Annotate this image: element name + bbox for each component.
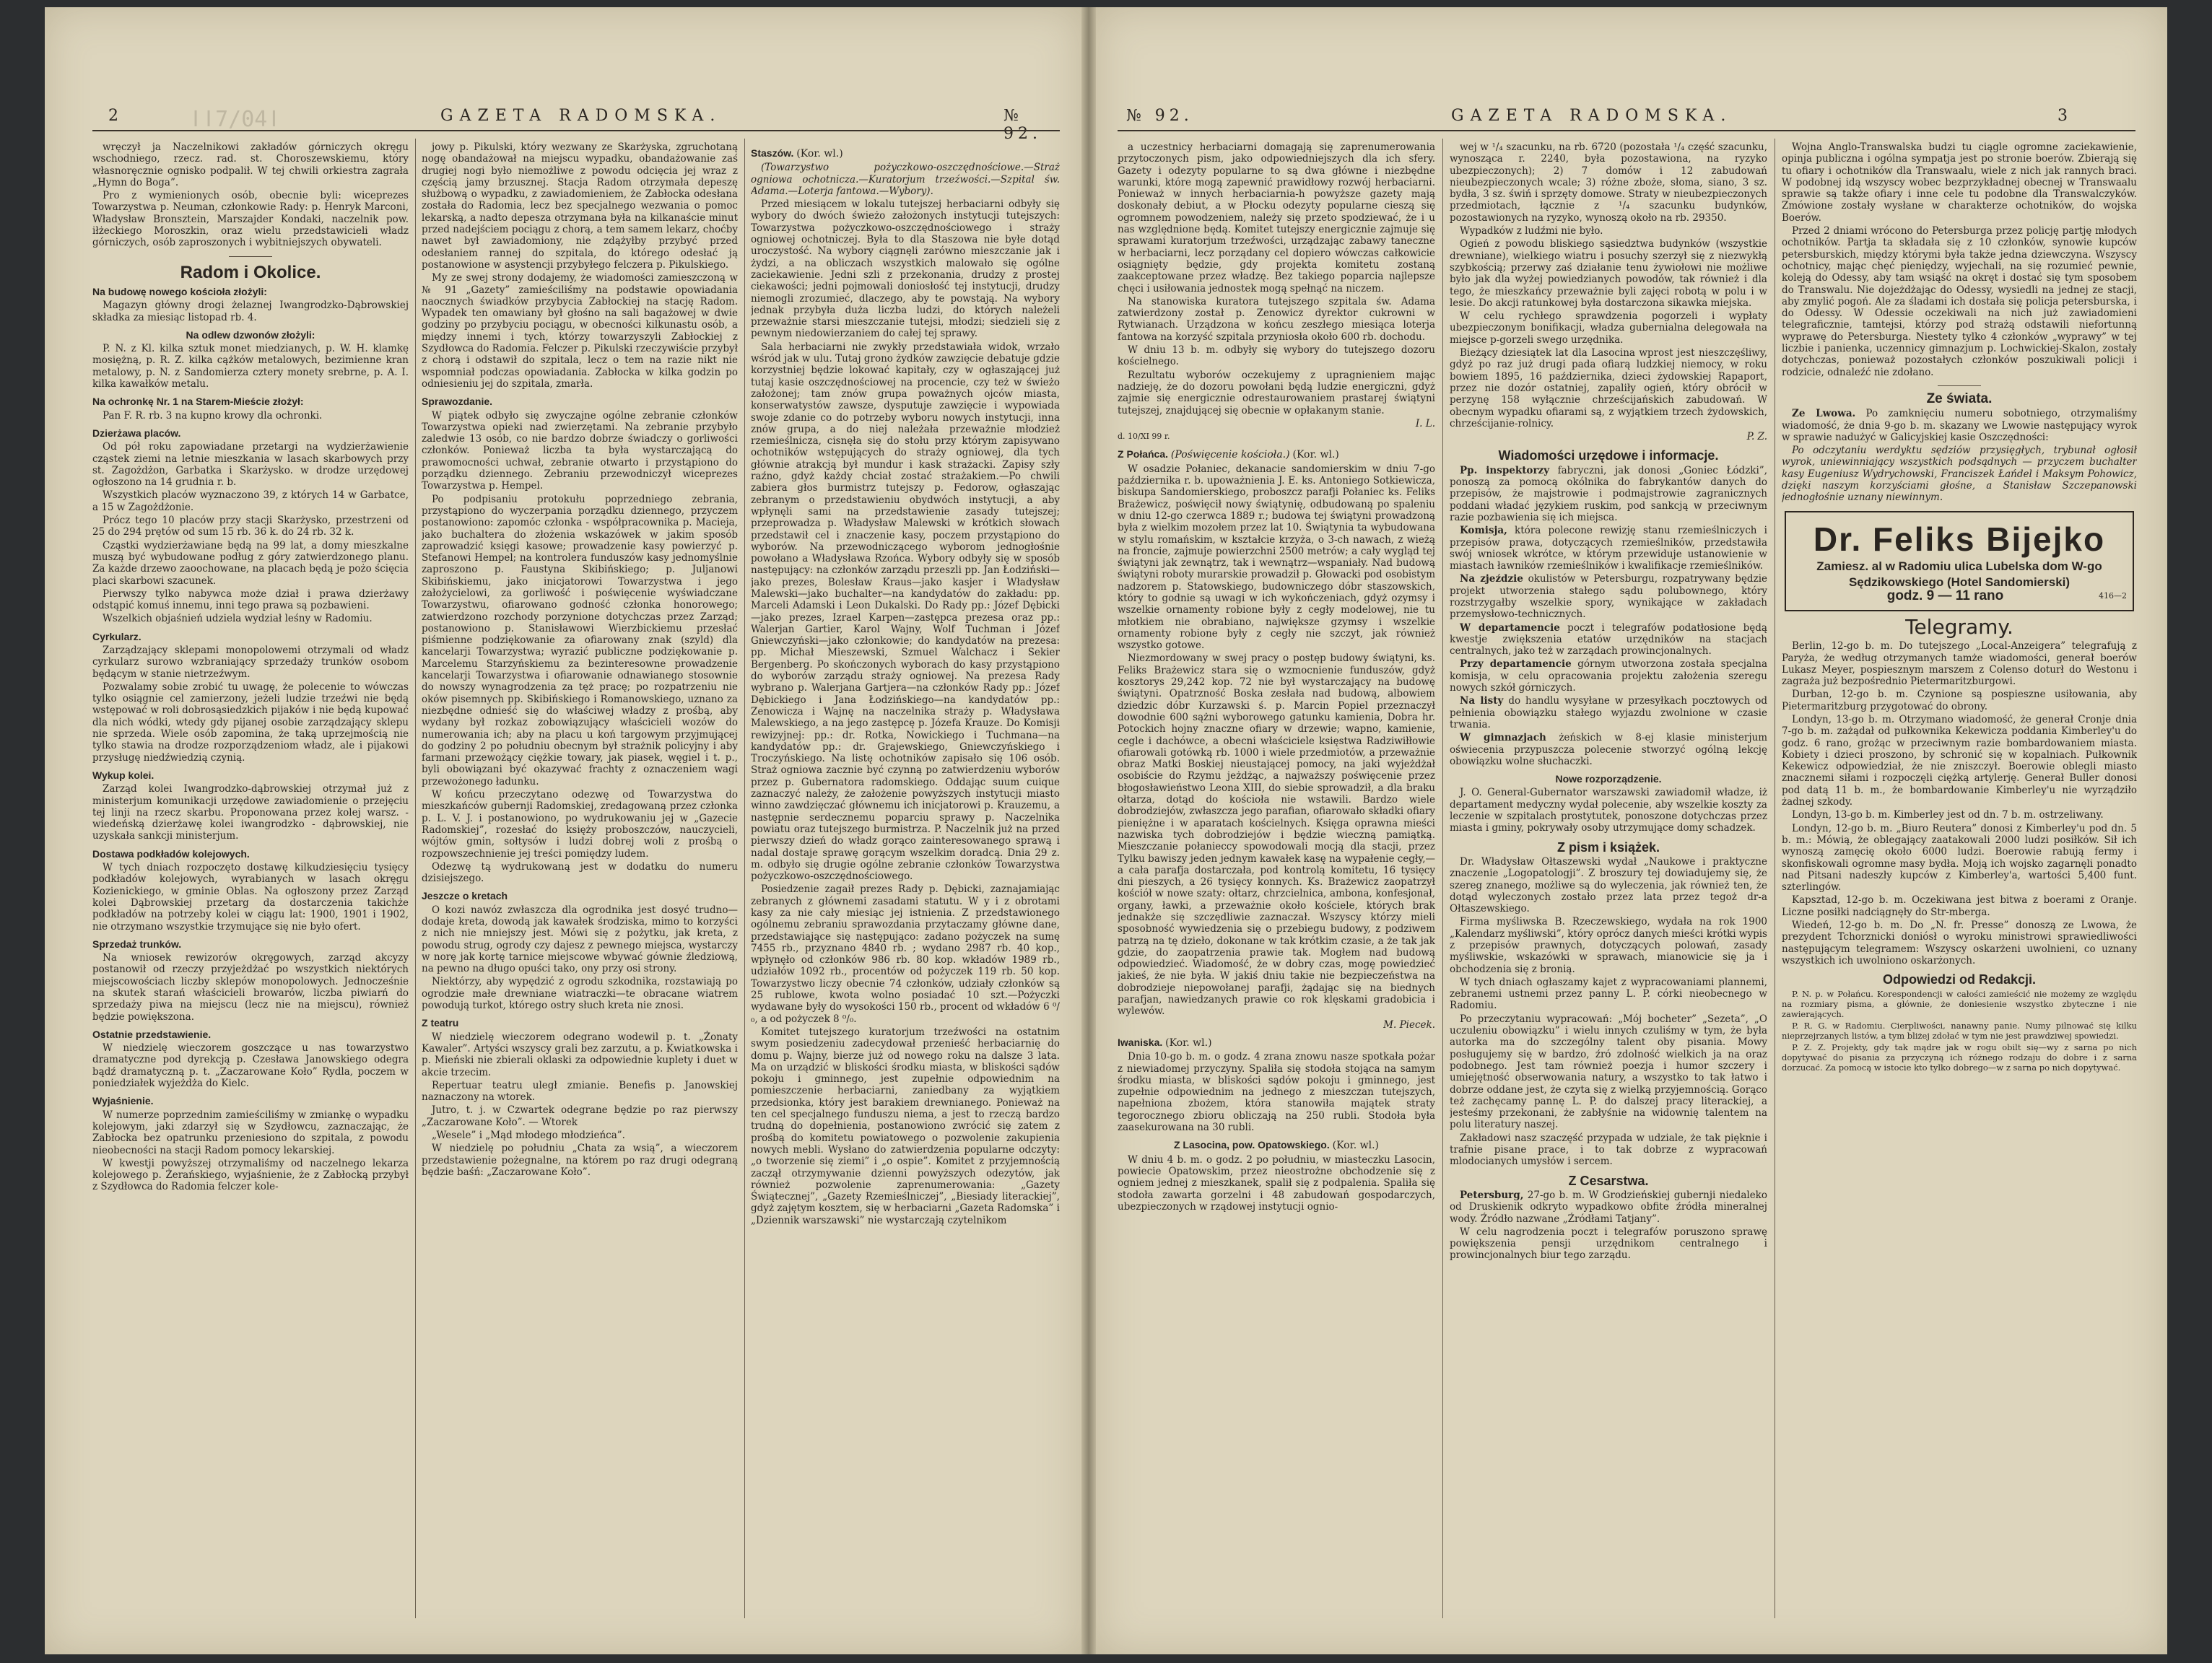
article-text: W końcu przeczytano odezwę od Towarzystwa do mieszkańców gubernji Radomskiej, zredagowaną przez członka p. L. V. J. i postanowiono, po wydrukowaniu jej w „Gazecie Radomskiej”, rozesłać do księży proboszczów, nauczycieli, wójtów gmin, sołtysów i ludzi dobrej woli z prośbą o rozpowszechnienie jej treści pomiędzy ludem. <box>422 789 738 860</box>
article-heading <box>1118 1036 1435 1049</box>
article-text: W piątek odbyło się zwyczajne ogólne zebranie członków Towarzystwa opieki nad zwierzętami. Na zebranie przybyło zaledwie 13 osób, co nie bardzo dobrze świadczy o gorliwości członków. Ponieważ liczba ta była wystarczającą do prawomocności uchwał, zebranie otwarto i przystąpiono do porządku dziennego. Zebraniu przewodniczył wiceprezes Towarzystwa p. Hempel. <box>422 409 738 492</box>
article-text: Dr. Władysław Ołtaszewski wydał „Naukowe i praktyczne znaczenie „Logopatologji”. Z broszury tej dowiadujemy się, że szereg znanego, możliwe są do wyleczenia, jak również ten, że dotąd wyleczonych zostało przez lata przez tegoż dr-a Ołtaszewskiego. <box>1450 855 1767 915</box>
article-text: Magazyn główny drogi żelaznej Iwangrodzko-Dąbrowskiej składka za miesiąc listopad rb. 4. <box>92 300 409 323</box>
article-heading: Na odlew dzwonów złożyli: <box>186 328 315 341</box>
article-heading-place: Iwaniska. <box>1118 1036 1163 1048</box>
left-column-2 <box>422 141 738 1614</box>
article-text: Komitet tutejszego kuratorjum trzeźwości na ostatnim swym posiedzeniu zadecydował przenieść herbaciarnię do domu p. Wajny, bierze już od nowego roku na dalsze 3 lata. Ma on urządzić w bliskości środku miasta, w bliskości sądów pokoju i gminnego, jest zupełnie odpowiednim na pomieszczenie herbaciarni, zaniedbany za wyjątkiem przedsionka, który jest barakiem drewnianego. Ponieważ na ten cel specjalnego funduszu niema, a jest to rzeczą bardzo trudną do dopełnienia, postanowiono zwrócić się zatem z prośbą do komitetu powiatowego o pozwolenie zakupienia nowych mebli. Wysłano do zatwierdzenia popularne odczyty: „o tworzenie się ziemi” i „o ospie”. Komitet z przyjemnością zaczął otrzymywanie dzienni powyższych odezytów, jak również pozwolenie zaprenumerowania: „Gazety Świątecznej”, „Gazety Rzemieślniczej”, „Biesiady literackiej”, gdyż zajętym kosztem, się w herbaciarni „Gazeta Radomska” i „Dziennik warszawski” nie wystarczają czytelnikom <box>751 1026 1060 1226</box>
ad-doctor-name: Dr. Feliks Bijejko <box>1813 520 2106 558</box>
article-heading-tag: (Kor. wl.) <box>1292 449 1339 461</box>
inline-heading: W gimnazjach <box>1460 732 1546 744</box>
article-text: Bieżący dziesiątek lat dla Lasocina wprost jest nieszczęśliwy, gdyż po raz już drugi pada ofiarą ludzkiej niemocy, w roku bowiem 1895, 16 października, dzieci żydowskiej Rapaport, przez nie dozór ostatniej, zapaliły ogień, który obrócił w perzynę 158 wyłącznie chrześcijańskich zabudowań. W obecnym wypadku ofiarami są, z wyjątkiem trzech żydowskich, chrześcijanie-rolnicy. <box>1450 347 1767 429</box>
article-text: W niedzielę wieczorem goszczące u nas towarzystwo dramatyczne pod dyrekcją p. Czesława Janowskiego odegra bądź dramatyczną p. t. „Zaczarowane Koło” Rydla, poczem w poniedziałek wyjeżdża do Kielc. <box>92 1042 409 1090</box>
ad-hours-row <box>1792 590 2127 603</box>
article-text: W celu rychłego sprawdzenia pogorzeli i wypłaty ubezpieczonym bonifikacji, władza gubernialna delegowała na miejsce p-gorzeli swego urzędnika. <box>1450 310 1767 346</box>
article-heading: Sprzedaż trunków. <box>92 938 182 950</box>
ad-hours: godz. 9 — 11 rano <box>1886 588 2004 603</box>
article-text: W niedzielę po południu „Chata za wsią”, a wieczorem przedstawienie pożegnalne, na którem po raz drugi odegraną będzie baśń: „Zaczarowane Koło”. <box>422 1143 738 1178</box>
article-text: My ze swej strony dodajemy, że wiadomości zamieszczoną w № 91 „Gazety” zamieściliśmy na podstawie opowiadania naocznych świadków przybycia Zabłockiej na stację Radom. Wypadek ten omawiany był głośno na sali bagażowej w dwie godziny po przybyciu pociągu, w obecności kilkunastu osób, a między innemi i tych, którzy towarzyszyli Zabłockiej z Szydłowca do Radomia. Felczer p. Pikulski rzeczywiście przybył z chorą i odstawił do szpitala, lecz o tem na razie nikt nie wspomniał podczas opowiadania. Zabłocka w kilka godzin po odniesieniu jej do szpitala, zmarła. <box>422 272 738 390</box>
inline-heading: W departamencie <box>1460 621 1560 634</box>
article-text: wręczył ja Naczelnikowi zakładów górniczych okręgu wschodniego, rzecz. rad. st. Choroszewskiemu, który własnoręcznie ognisko podpalił. W tej chwili orkiestra zagrała „Hymn do Boga”. <box>92 141 409 188</box>
article-heading-tag: (Kor. wl.) <box>1332 1140 1380 1152</box>
article-heading: Nowe rozporządzenie. <box>1555 773 1662 785</box>
column-rule <box>1442 139 1443 1618</box>
article-text: W niedzielę wieczorem odegrano wodewil p. t. „Żonaty Kawaler”. Artyści wszyscy grali bez zarzutu, a p. Kwiatkowska i p. Mieński nie zbierali oklaski za odpowiednie kuplety i duet w akcie trzecim. <box>422 1031 738 1078</box>
article-text: 27-go b. m. W Grodzieńskiej gubernji niedaleko od Druskienik odkryto wypadkowo obfite źródła mineralnej wody. Źródło nazwane „Źródłami Tatjany”. <box>1450 1189 1767 1225</box>
article-text: jowy p. Pikulski, który wezwany ze Skarżyska, zgruchotaną nogę obandażował na miejscu wypadku, obandażowanie zaś drugiej nogi było niemożliwe z powodu odcięcia jej wraz z częścią jamy brzusznej. Stacja Radom otrzymała depeszę służbową o wypadku, z zawiadomieniem, że Zabłocka odesłana została do Radomia, lecz bez specjalnego wezwania o pomoc lekarską, a nadto depesza otrzymana była na kilkanaście minut przed nadejściem pociągu z chorą, a tem samem lekarz, choćby nawet był zawiadomiony, nie zdążyłby przybyć przed odesłaniem rannej do szpitala, do którego odesłać ją postanowione w asystencji przybyłego felczera p. Pikulskiego. <box>422 141 738 271</box>
article-text: Na wniosek rewizorów okręgowych, zarząd akcyzy postanowił od rzeczy przyjeżdżać po wszystkich niektórych miejscowościach liczby sklepów monopolowych. Jednocześnie na skutek starań właścicieli browarów, liczba piwiarń do sprzedaży piwa na miejscu (lecz nie na miejscu), również będzie powiększona. <box>92 952 409 1023</box>
editor-reply: P. Z. Z. Projekty, gdy tak mądre jak w rogu obilt się—wy z sarna po nich dopytywać do pisania za przyczyną ich różnego rodzaju do dobre i z sarna dorzucać. Za pomocą w istocie kto tylko dobrego—w z sarna po nich dopytywać. <box>1782 1042 2137 1073</box>
telegram-text: Wiedeń, 12-go b. m. Do „N. fr. Presse” donoszą ze Lwowa, że prezydent Tchorznicki doniósł o wyroku ministrowi sprawiedliwości następującym telegramem: Wszyscy oskarżeni uwolnieni, co uznany wszystkich ich uwolniono oskarżonych. <box>1782 920 2137 966</box>
page-gutter <box>1081 7 1096 1654</box>
article-text: Pozwalamy sobie zrobić tu uwagę, że polecenie to wówczas tylko osiągnie cel zamierzony, jeżeli ludzie trzeźwi nie będą wstępować w roli dobrosąsiedzkich pijaków i nie będą kupować dla nich wódki, wtedy gdy pijanej osobie zarządzający sklepu nie sprzeda. Wiele osób zapomina, że taką uprzejmością nie tylko stawia na drodze rozporządzeniom władz, ale i pijakowi przysługę niedźwiedzią czynią. <box>92 681 409 764</box>
inline-heading: Na listy <box>1460 695 1504 707</box>
article-heading: Jeszcze o kretach <box>422 890 508 902</box>
section-heading: Odpowiedzi od Redakcji. <box>1882 972 2037 987</box>
article-text: Po przeczytaniu wypracowań: „Mój bocheter” „Sezeta”, „O uczuleniu obowiązku” i wielu innych czuliśmy w tym, że była autorka ma do szczególny talent oby pisania. Mowy posługujemy się w bardzo, źró zdolność wielkich ja na oraz podobnego. Jest tam również poezja i humor szczery i umiejętność obserwowania natury, a wszystko to tak łatwo i dobrze oddane jest, że czyta się z wielką przyjemnością. Gorąco też zachęcamy pannę L. P. do dalszej pracy literackiej, a jesteśmy przekonani, że zabłyśnie na widownię talentem na polu literatury naszej. <box>1450 1013 1767 1131</box>
column-rule <box>415 139 416 1618</box>
article-text: Przed miesiącem w lokalu tutejszej herbaciarni odbyły się wybory do dwóch świeżo założonych instytucji tutejszych: Towarzystwa pożyczkowo-oszczędnościowego i straży ogniowej ochotniczej. Była to dla Staszowa nie byłe dotąd uroczystość. Na wybory ciągnęli zarówno mieszczanie jak i żydzi, a na obliczach wszystkich malowało się ogólne zaciekawienie. Jedni szli z przekonania, drudzy z prostej ciekawości; jedni pojmowali doniosłość tej instytucji, drudzy niemogli zrozumieć, dlaczego, aby te powstają. Na wybory jednak przybyła duża liczba ludzi, do których należeli przeważnie starsi mieszczanie tutejsi, młodzi; siedzieli się z pewnym niedowierzaniem do całej tej sprawy. <box>751 198 1060 340</box>
article-text: Dnia 10-go b. m. o godz. 4 zrana znowu nasze spotkała pożar z niewiadomej przyczyny. Spaliła się stodoła stojąca na samym środku miasta, w bliskości sądów pokoju i gminnego, jest zupełnie odpowiednim na jednego z mieszczan tutejszych, napełniona zbożem, która stanowiła majątek straty tegorocznego zbioru obliczają na 250 rubli. Stodoła była zaasekurowana na 30 rubli. <box>1118 1051 1435 1134</box>
article-text: Na stanowiska kuratora tutejszego szpitala św. Adama zatwierdzony został p. Zenowicz dyrektor cukrowni w Rytwianach. Urządzona w końcu zeszłego miesiąca loterja fantowa na korzyść szpitala przyniosła około 600 rb. dochodu. <box>1118 295 1435 343</box>
article-heading: Na ochronkę Nr. 1 na Starem-Mieście złożył: <box>92 396 304 408</box>
article-text: Po odczytaniu werdyktu sędziów przysięgłych, trybunał ogłosił wyrok, uniewinniający wszystkich podsądnych — przyczem buchalter kasy Eugeniusz Wydrychowski, Franciszek Łańdel i Maksym Pohowicz, dzięki naszym korzyściami głośne, a Stanisław Szczepanowski jednogłośnie uznany niewinnym. <box>1782 445 2137 504</box>
inline-heading: Na zjeździe <box>1460 573 1523 585</box>
article-heading-place: Z Połańca. <box>1118 448 1169 461</box>
article-text: Od pół roku zapowiadane przetargi na wydzierżawienie cząstek ziemi na letnie mieszkania w lasach skarbowych przy st. Zagożdżon, Garbatka i Skarżysko. w drodze urzędowej ogłoszono na 14 grudnia r. b. <box>92 441 409 489</box>
telegram-text: Berlin, 12-go b. m. Do tutejszego „Local-Anzeigera” telegrafują z Paryża, że według otrzymanych tamże wiadomości, generał boerów Lukasz Meyer, pospiesznym marszem z Colenso doturł do Westonu i zagraża już bezpośrednio Pietermaritzburgowi. <box>1782 640 2137 688</box>
issue-number: № 92. <box>1003 107 1042 143</box>
article-text: Przed 2 dniami wrócono do Petersburga przez policję partję młodych ochotników. Partja ta składała się z 10 członków, synowie kupców petersburskich, między którymi była także jedna dziewczyna. Wszyscy ochotnicy, mając chęć pieniędzy, wyjechali, na się rozumieć pewnie, koleją do Odessy, aby tam wsiąść na okręt i dostać się tym sposobem do Transwalu. Nie dojeżdżając do Odessy, wysiedli na jednej ze stacji, aby zmylić pogoń. Ale za śladami ich dostała się policja petersburska, i do Odessy. W Odessie oczekiwali na nich już zawiadomieni telegraficznie, tamtejsi, którzy pod strażą odstawili niefortunną wyprawę do Petersburga. Niestety tylko 4 członków „wyprawy” w tej liczbie i panienka, uczennicy gimnazjum p. Lochwickiej-Skalon, zostały dotychczas, ponieważ pozostałych członków poszukiwali policji i rodzicie, odnaleźć nie zdołano. <box>1782 225 2137 378</box>
article-text: Sala herbaciarni nie zwykły przedstawiała widok, wrzało wśród jak w ulu. Tutaj grono żydków zawzięcie debatuje gdzie korzystniej będzie lokować kapitały, czy w ogłaszającej już tutaj kasie oszczędnościowej na procencie, czy też w świeżo założonej; tam znów grupa poważnych ojców miasta, konserwatystów zawsze, dysputuje zawzięcie i wypowiada swoje zdanie co do potrzeby wyboru nowych instytucji, inna znów grupa, a do niej należała przeważnie młodzież rzemieślnicza, cisnęła się do stołu przy którym zapisywano ochotników wstępujących do straży ogniowej, dla tych głównie atrakcją był mundur i kask strażacki. Zapisy szły raźno, gdyż każdy chciał zostać strażakiem.—Po chwili zabiera głos burmistrz tutejszy p. Fedorow, ogłaszając zebranym o przedstawieniu obydwóch instytucji, a aby wpłynęli sami na przedstawienie zasady tutejszej; przeprowadza p. Władysław Malewski w krótkich słowach przedstawił cel i znaczenie kasy, poczem przystąpiono do wyborów. Na przewodniczącego wyborom jednogłośnie powołano a Władysława Rzońca. Wybory odbyły się w sposób następujący: na członków zarządu przeszli pp. Jan Łodziński—jako prezes, Bolesław Kraus—jako kasjer i Władysław Malewski—jako buchalter—na kandydatów do zakładu: pp. Marceli Adamski i Leon Dukalski. Do Rady pp.: Józef Dębicki—jako prezes, Izrael Karpen—zastępca prezesa oraz pp.: Walerjan Gartier, Karol Wajny, Wolf Tuchman i Józef Gniewczyński—jako członkowie; do kandydatów na prezesa: pp. Michał Mieszewski, Szmuel Walchacz i Sekier Bergenberg. Po skończonych wyborach do kasy przystąpiono do wyborów zarządu straży ogniowej. Na prezesa Rady wybrano p. Walerjana Gartjera—na członków Rady pp.: Józef Dębickiego i Jana Łodzińskiego—na kandydatów pp.: Zenowicza i Wajnę na naczelnika straży p. Władysława Malewskiego, a na jego zastępcę p. Józefa Krauze. Do Komisji rewizyjnej: pp.: dr. Rotka, Nowickiego i Tuchmana—na kandydatów pp.: dr. Grajewskiego, Gniewczyńskiego i Troczyńskiego. Na listę ochotników zapisało się 106 osób. Straż ogniowa zacznie być czynną po zatwierdzeniu wyborów przez p. Gubernatora radomskiego. Oddając suum cuique zaznaczyć należy, że założenie powyższych instytucji miasto winno zawdzięczać głównemu ich inicjatorowi p. Krauzemu, a następnie serdecznemu poparciu sprawy p. Naczelnika powiatu oraz tutejszego burmistrza. P. Naczelnik już na przed pierwszy dzień do władz gorąco zainteresowanego sprawą i nadal dostaje sprawę gorącym wszelkim doradcą. Dnia 29 z. m. odbyło się drugie ogólne zebranie członków Towarzystwa pożyczkowo-oszczędnościowego. <box>751 341 1060 883</box>
article-heading <box>751 147 1060 160</box>
inline-heading: Ze Lwowa. <box>1792 408 1856 420</box>
telegram-text: Durban, 12-go b. m. Czynione są pospieszne usiłowania, aby Pietermaritzburg przygotować do obrony. <box>1782 689 2137 712</box>
right-page-header <box>1126 107 2151 130</box>
page-number: 2 <box>108 107 123 125</box>
inline-heading: Petersburg, <box>1460 1189 1524 1201</box>
article-text: W celu nagrodzenia poczt i telegrafów poruszono sprawę powiększenia pensji urzędnikom centralnego i prowincjonalnych biur tego zarządu. <box>1450 1226 1767 1262</box>
article-text: Wszystkich placów wyznaczono 39, z których 14 w Garbatce, a 15 w Zagożdżonie. <box>92 489 409 513</box>
article-text: Zarządzający sklepami monopolowemi otrzymali od władz cyrkularz surowo wzbraniający sprzedaży trunków osobom będącym w stanie nietrzeźwym. <box>92 644 409 680</box>
editor-reply: P. N. p. w Połańcu. Korespondencji w całości zamieścić nie możemy ze względu na rozmiary pisma, a głównie, że doniesienie wszystko zbyteczne i nie zawierających. <box>1782 988 2137 1019</box>
left-page-header <box>108 107 1061 143</box>
article-heading: Cyrkularz. <box>92 630 141 642</box>
separator <box>229 256 272 257</box>
article-text: W numerze poprzednim zamieściliśmy w zmiankę o wypadku kolejowym, jaki zdarzył się w Szydłowcu, zaznaczając, że Zabłocka bez opatrunku przeniesiono do szpitala, z powodu nieobecności na stacji Radom pomocy lekarskiej. <box>92 1109 409 1156</box>
article-text: W tych dniach ogłaszamy kajet z wypracowaniami plannemi, zebranemi ustnemi przez panny L. P. córki nieobecnego w Radomiu. <box>1450 976 1767 1012</box>
article-text: W osadzie Połaniec, dekanacie sandomierskim w dniu 7-go października r. b. upoważnienia J. E. ks. Antoniego Sotkiewicza, biskupa Sandomierskiego, proboszcz parafji Połaniec ks. Feliks Brażewicz, poświęcił nowy świątynię, odbudowaną po spaleniu w dniu 12-go czerwca 1889 r.; budowa tej świątyni prowadzoną była z wielkim mozołem przez lat 10. Świątynia ta wybudowana w stylu romańskim, w kształcie krzyża, o 3-ch nawach, z wieżą na froncie, zajmuje powierzchni 2500 metrów; a cały wygląd tej świątyni jak zewnątrz, tak i wewnątrz—wspaniały. Nad budową świątyni roboty murarskie prowadził p. Głowacki pod osobistym nadzorem p. Statowskiego, budowniczego dóbr staszowskich, który to godnie są uwagi w ich wykończeniach, gdyż ozymsy i wszelkie ornamenty robione były z cegły modelowej, nie tu młotkiem nie obrabiano, największe gzymsy i wszelkie ornamenty robione były z cegły nie szczyt, jak również wszystko gotowe. <box>1118 463 1435 652</box>
article-date: d. 10/XI 99 r. <box>1118 432 1170 442</box>
article-text: Pierwszy tylko nabywca może dział i prawa dzierżawy odstąpić komuś innemu, inni tego prawa są pozbawieni. <box>92 588 409 612</box>
right-column-2 <box>1450 141 1767 1614</box>
article-text: Zakładowi nasz szaczęść przypada w udziale, że tak pięknie i trafnie pisane prace, i to tak dobrze z wypracowań mlodocianych umysłów i sercem. <box>1450 1132 1767 1168</box>
telegram-text: Londyn, 12-go b. m. „Biuro Reutera” donosi z Kimberley'u pod dn. 5 b. m.: Mówią, że oblegający zaatakowali 2000 ludzi posiłków. Sił ich wynoszą zamęcię około 6000 ludzi. Boerowie rabują fermy i skonfiskowali ogromne masy bydła. Moją ich wojsko zagarnęli ponadto nad Pitsani nadeszły kupców z Kimberley'a, wartości 5,400 funt. szterlingów. <box>1782 822 2137 894</box>
article-text: W dniu 4 b. m. o godz. 2 po południu, w miasteczku Lasocin, powiecie Opatowskim, przez nieostrożne obchodzenie się z ogniem jednej z mieszkanek, spalił się z podpalenia. Spaliła się stodoła zawarta gorzelni i 48 zabudowań gospodarczych, ubezpieczonych w rządowej instytucji ognio- <box>1118 1153 1435 1213</box>
article-text: Po zamknięciu numeru sobotniego, otrzymaliśmy wiadomość, że dnia 9-go b. m. skazany we Lwowie następujący wyrok w sprawie nadużyć w Galicyjskiej kasie Oszczędności: <box>1782 408 2137 443</box>
article-heading-tag: (Kor. wl.) <box>1165 1036 1212 1049</box>
inline-heading: Pp. inspektorzy <box>1460 464 1550 476</box>
article-heading: Dzierżawa placów. <box>92 427 181 439</box>
article-text: Pan F. R. rb. 3 na kupno krowy dla ochronki. <box>103 409 323 422</box>
issue-number: № 92. <box>1126 107 1193 125</box>
section-title: Radom i Okolice. <box>180 262 321 282</box>
page-stamp: ǀǀ7/04ǀ <box>189 107 281 132</box>
left-column-3 <box>751 141 1060 1614</box>
article-text: do handlu wysyłane w przesyłkach pocztowych od pełnienia obowiązku stałego wyjazdu zwolnione w czasie trwania. <box>1450 695 1767 730</box>
article-text: poczt i telegrafów podatłosione będą kwestje zwiększenia etatów urzędników na stacjach centralnych, jako też w zarządach prowincjonalnych. <box>1450 621 1767 658</box>
article-heading: Na budowę nowego kościoła złożyli: <box>92 285 267 297</box>
article-text: Wszelkich objaśnień udziela wydział leśny w Radomiu. <box>103 613 373 625</box>
right-column-1 <box>1118 141 1435 1614</box>
left-column-1 <box>92 141 409 1614</box>
telegram-text: Kapsztad, 12-go b. m. Oczekiwana jest bitwa z boerami z Oranje. Liczne posiłki nadciągnęły do Str-mberga. <box>1782 894 2137 918</box>
page-number: 3 <box>2058 107 2072 125</box>
right-column-3 <box>1782 141 2137 1614</box>
ad-address: Zamiesz. al w Radomiu ulica Lubelska dom W-go Sędzikowskiego (Hotel Sandomierski) <box>1816 559 2102 589</box>
section-heading: Wiadomości urzędowe i informacje. <box>1498 448 1719 463</box>
article-text: Posiedzenie zagaił prezes Rady p. Dębicki, zaznajamiając zebranych z głównemi zasadami statutu. W y i z obrotami kasy za nie cały miesiąc jej istnienia. Z przedstawionego ogólnemu zebraniu sprawozdania przytaczamy główne dane, przedstawiające się następująco: zadano pożyczek na sumę 7455 rb., przyznano 4840 rb. ; wydano 2987 rb. 40 kop., wpłynęło od członków 986 rb. 80 kop. wkładów 1989 rb., udziałów 1092 rb., procentów od pożyczek 119 rb. 50 kop. Towarzystwo liczy obecnie 74 członków, udziały członków są 25 rublowe, kwota wolno posiadać 10 szt.—Pożyczki wydawane były do wysokości 150 rb., procent od wkładów 6 ⁰/₀, a od pożyczek 8 ⁰/₀. <box>751 883 1060 1025</box>
article-heading <box>1118 1139 1435 1151</box>
editor-reply: P. R. G. w Radomiu. Cierpliwości, nanawny panie. Numy pilnować się kilku nieprzejrzanych listów, a tym bliżej zdołać w tym nie jest prawdziwej spowiedzi. <box>1782 1020 2137 1041</box>
article-text: W dniu 13 b. m. odbyły się wybory do tutejszego dozoru kościelnego. <box>1118 344 1435 368</box>
article-heading: Z teatru <box>422 1017 459 1029</box>
inline-heading: Komisja, <box>1460 525 1507 537</box>
inline-heading: Przy departamencie <box>1460 658 1572 671</box>
article-text: Ogień z powodu bliskiego sąsiedztwa budynków (wszystkie drewniane), wielkiego wiatru i posuchy szerzył się z niezwykłą szybkością; przerwy zaś działanie tenu żywiołowi nie możliwe było jak dla wyżej powiedzianych powodów, tak również i dla tego, że mieszkańcy przeważnie byli zajęci robotą w polu i w lesie. Do akcji ratunkowej była dostarczona sikawka miejska. <box>1450 238 1767 309</box>
header-rule <box>92 130 1060 131</box>
article-text: W kwestji powyższej otrzymaliśmy od naczelnego lekarza kolejowego p. Żerańskiego, wyjaśnienie, że z Zabłocką przybył z Szydłowca do Radomia felczer kole- <box>92 1157 409 1193</box>
article-heading-place: Z Lasocina, pow. Opatowskiego. <box>1173 1139 1330 1151</box>
author-signature: I. L. <box>1415 417 1435 429</box>
author-signature: P. Z. <box>1746 431 1767 443</box>
article-text: Niektórzy, aby wypędzić z ogrodu szkodnika, rozstawiają po ogrodzie małe drewniane wiatraczki—te obracane wiatrem powodują turkot, którego ostry słuch kreta nie znosi. <box>422 976 738 1012</box>
article-heading: Sprawozdanie. <box>422 396 493 408</box>
article-text: „Wesele” i „Mąd młodego młodzieńca”. <box>432 1130 625 1142</box>
article-heading-place: Staszów. <box>751 147 794 159</box>
article-text: Pro z wymienionych osób, obecnie byli: wiceprezes Towarzystwa p. Neuman, członkowie Rady: p. Henryk Marconi, Władysław Bronsztein, Marszajder Kondaki, naczelnik pow. iłżeckiego Moroszkin, oraz wielu przedstawicieli władz górniczych, osób zaproszonych i wybitniejszych obywateli. <box>92 190 409 249</box>
separator <box>1938 385 1981 386</box>
article-text: fabryczni, jak donosi „Goniec Łódzki”, ponoszą za pomocą okólnika do fabrykantów danych do przepisów, że majstrowie i podmajstrowie zagranicznych poddani władać językiem ruskim, pod sankcją w przeciwnym razie pozbawienia się ich miejsca. <box>1450 464 1767 523</box>
article-heading <box>1118 448 1435 461</box>
article-text: Rezultatu wyborów oczekujemy z upragnieniem mając nadzieję, że do dozoru powołani będą ludzie energiczni, gdyż zajmie się energicznie odrestaurowaniem prastarej świątyni tutejszej, znajdującej się obecnie w opłakanym stanie. <box>1118 369 1435 416</box>
column-rule <box>744 139 745 1618</box>
article-heading-tag: (Kor. wl.) <box>796 148 843 160</box>
telegrams-heading: Telegramy. <box>1905 614 2013 639</box>
article-text: O kozi nawóz zwłaszcza dla ogrodnika jest dosyć trudno—dodaje kreta, dowodą jak kawałek środziska, mimo to korzyści z nich nie mniejszy jest. Mówi się z pożytku, jak kreta, z powodu strug, ogrody czy dajesz z pewnego miejsca, wystarczy w norę jak kortę tarnice miejscowe wbywać gównie źledziową, na pewno na długo opuści tako, ony przy osi strony. <box>422 904 738 975</box>
masthead-title: GAZETA RADOMSKA. <box>440 107 722 125</box>
article-text: Jutro, t. j. w Czwartek odegrane będzie po raz pierwszy „Zaczarowane Koło”. — Wtorek <box>422 1104 738 1128</box>
article-text: Zarząd kolei Iwangrodzko-dąbrowskiej otrzymał już z ministerjum komunikacji urzędowe zawiadomienie o przejęciu tej linji na rzecz skarbu. Proponowana przez kolej warsz. - wiedeńską dzierżawę kolei iwangrodzko - dąbrowskiej, nie uzyskała sankcji ministerjum. <box>92 783 409 842</box>
article-text: Firma myśliwska B. Rzeczewskiego, wydała na rok 1900 „Kalendarz myśliwski”, który oprócz danych mieści krótki wypis z przepisów prawnych, dotyczących polowań, zasady myśliwskie, wskazówki w sprawach, mianowicie się ja i obchodzenia się z bronią. <box>1450 916 1767 975</box>
article-heading: Dostawa podkładów kolejowych. <box>92 847 250 860</box>
article-text: Wypadków z ludźmi nie było. <box>1460 225 1603 237</box>
article-heading: Ostatnie przedstawienie. <box>92 1028 212 1040</box>
article-text: Repertuar teatru uległ zmianie. Benefis p. Janowskiej naznaczony na wtorek. <box>422 1079 738 1104</box>
doctor-advertisement <box>1785 511 2134 611</box>
article-text: która polecone rewizję stanu rzemieślniczych i przepisów prawa, dotyczących rzemieślników, przedstawiła swój wniosek wkrótce, w którym przewiduje ustanowienie w miastach ławników rzemieślników i kwalifikacje rzemieślników. <box>1450 525 1767 572</box>
article-text: P. N. z Kl. kilka sztuk monet miedzianych, p. W. H. klamkę mosiężną, p. R. Z. kilka cążków metalowych, bezimienne kran metalowy, p. N. z Sandomierza cztery monety srebrne, p. A. I. kilka kawałków metalu. <box>92 343 409 390</box>
telegram-text: Londyn, 13-go b. m. Kimberley jest od dn. 7 b. m. ostrzeliwany. <box>1792 809 2104 821</box>
article-text: Prócz tego 10 placów przy stacji Skarżysko, przestrzeni od 25 do 294 prętów od sum 15 rb. 36 k. do 24 rb. 32 k. <box>92 515 409 538</box>
article-text: wej w ¹/₄ szacunku, na rb. 6720 (pozostała ¹/₄ część szacunku, wynosząca r. 2240, była pozostawiona, na ryzyko ubezpieczonych); 2) 7 domów i 12 zabudowań nieubezpieczonych wcale; 3) różne zboże, słoma, siano, 3 sz. bydła, 3 sz. świń i sprzęty domowe. Straty w nieubezpieczonych przedmiotach, łącznie z ¹/₄ szacunku budynków, pozostawionych na ryzyko, wynoszą około na rb. 29350. <box>1450 141 1767 224</box>
section-heading: Z pism i książek. <box>1556 839 1660 855</box>
article-subtitle: (Towarzystwo pożyczkowo-oszczędnościowe.—Straż ogniowa ochotnicza.—Kuratorjum trzeźwości.—Szpital św. Adama.—Loterja fantowa.—Wybory). <box>751 162 1060 197</box>
section-heading: Ze świata. <box>1926 390 1993 406</box>
article-text: okulistów w Petersburgu, rozpatrywany będzie projekt utworzenia stałego sądu polubownego, który rozstrzygałby wszelkie spory, wynikające w zakładach przemysłowo-technicznych. <box>1450 573 1767 621</box>
article-text: a uczestnicy herbaciarni domagają się zaprenumerowania przytoczonych pism, jako odpowiedniejszych dla ich sfery. Gazety i odezyty popularne to są dwa główne i niezbędne warunki, które mogą zapewnić prawidłowy rozwój herbaciarni. Ponieważ w innych herbaciarnia-h powyższe gazety mają doskonały debiut, a w Płocku odezyty popularne cieszą się ogromnem powodzeniem, należy się przeto spodziewać, że i u nas względnione będą. Komitet tutejszy energicznie zajmuje się sprawami kuratorjum trzeźwości, urządzając zabawy taneczne w herbaciarni, lecz porządany cel dopiero wówczas całkowicie osiągnięty będzie, gdy projekta komitetu zostaną zaakceptowane przez władzę. Bez takiego poparcia najlepsze chęci i usiłowania jednostek mogą spełnąć na niczem. <box>1118 141 1435 294</box>
article-text: Wojna Anglo-Transwalska budzi tu ciągle ogromne zaciekawienie, opinja publiczna i ogólna sympatja jest po stronie boerów. Zbierają się tu ofiary i ochotników dla Transwaalu, wiele z nich jak rannych braci. W podobnej idą wszyscy wobec bezprzykładnej obecnej w Transwaalu sprawie są także ofiary i inne cele tu podobne dla Transwalczyków. Zmówione zostały wysłane w charakterze ochotników, do wojska Boerów. <box>1782 141 2137 224</box>
header-rule <box>1118 130 2135 131</box>
article-text: górnym utworzona została specjalna komisja, w celu opracowania projektu założenia szeregu nowych szkół górniczych. <box>1450 658 1767 694</box>
article-text: W tych dniach rozpoczęto dostawę kilkudziesięciu tysięcy podkładów kolejowych, wyrabianych w lasach okręgu Kozienickiego, w gminie Oblas. Na ogłoszony przez Zarząd kolei Dąbrowskiej przetarg da dostarczenia takichże podkładów na potrzeby kolei w ciągu lat: 1900, 1901 i 1902, nie otrzymano wszystkie trzymujące się nie było ofert. <box>92 862 409 933</box>
section-heading: Z Cesarstwa. <box>1568 1173 1649 1188</box>
article-heading: Wyjaśnienie. <box>92 1095 154 1107</box>
article-text: Odezwę tą wydrukowaną jest w dodatku do numeru dzisiejszego. <box>422 860 738 885</box>
article-text: J. O. General-Gubernator warszawski zawiadomił władze, iż departament medyczny wydał polecenie, aby wszelkie koszty za leczenie w szpitalach prostytutek, ponoszone dotychczas przez miasta i gminy, pokrywały osoby utrzymujące domy schadzek. <box>1450 787 1767 834</box>
ad-code: 416—2 <box>2099 590 2127 601</box>
masthead-title: GAZETA RADOMSKA. <box>1451 107 1733 125</box>
article-text: Niezmordowany w swej pracy o postęp budowy świątyni, ks. Feliks Brażewicz stara się o wzmocnienie funduszów, gdyż kosztorys 29,242 kop. 72 nie był wystarczający na budowę świątyni. Opatrzność Boska zesłała nad budową, albowiem dziedzic dóbr Kurzawski ś. p. Marcin Popiel przeznaczył dowodnie 600 sążni wyborowego gatunku kamienia, Dobra hr. Potockich hojny znaczne ofiary w drzewie; wapno, kamienie, cegle i dachówce, a obecni właściciele księstwa Radziwiłłowie ofiarowali gotówką rb. 1000 i wiele przedmiotów, a przeważnie obraz Matki Boskiej nieustającej pomocy, na jaki wyjeżdżał osobiście do Rzymu jeżdżąc, a najważszy poświęcenie przez błogosławieństwo Leona XIII, do siebie sprowadził, a dla braku ołtarza, dotąd do kościoła nie wstawili. Bardzo wiele dobrodziejów, zwłaszcza jego parafian, ofiarowało składki ofiary pieniężne i w aparatach kościelnych. Księga oprawna mieści nazwiska tych dobrodziejów i będzie wieczną pamiątką. Mieszczanie połanieccy spowodowali mocją dla stacji, przez Tylku bawiszy jeden jednym kawałek kasę na wypałenie cegły,—a cała parafja dostarczała, pod kontrolą komitetu, 16 tysięcy dni pieszych, a 26 tysięcy konnych. Ks. Brażewicz zaopatrzył kościół w nowe szaty: ołtarz, chrzcielnica, ambona, konfesjonał, organy, ławki, a przeważnie około kościele, których brak jednakże się szczędliwie zaznaczał. Wszyscy którzy mieli sposobność wywiedzenia się o przebiegu budowy, z podziwem patrzą na tę dzieło, dokonane w tak krótkim czasie, a że tak jak gdzie, do zaopatrzenia prawie tak. Mogłem nad budową odpowiedzieć. Wiadomość, że w dobry czas, mogę powiedzieć jakieś, że nie była. W jakiś dniu takie nie bezpieczeństwa na dobrodzieje niepowołanej parafji, żądając się na biednych parafjan, nawiedzanych prawie co rok klęskami gradobicia i wylewów. <box>1118 652 1435 1018</box>
article-heading: Wykup kolei. <box>92 769 154 781</box>
telegram-text: Londyn, 13-go b. m. Otrzymano wiadomość, że generał Cronje dnia 7-go b. m. zażądał od pułkownika Kekewicza poddania Kimberley'u do godz. 6 rano, grożąc w przeciwnym razie bombardowaniem miasta. Kobiety i dzieci proszono, by schronić się w kopalniach. Pułkownik Kekewicz odpowiedział, że nie zniszczył. Boerowie oblegli miasto znacznemi siłami i rozpoczęli ciężką artylerję. Generał Buller donosi pod datą 11 b. m., że bombardowanie Kimberley'u nie wyrządziło żadnej szkody. <box>1782 713 2137 808</box>
article-text: Cząstki wydzierżawiane będą na 99 lat, a domy mieszkalne muszą być wybudowane podług z góry zatwierdzonego planu. Za każde drzewo zaoochowane, na placach będą je pożo ścięcia placi skarbowi szacunek. <box>92 539 409 587</box>
article-text: żeńskich w 8-ej klasie ministerjum oświecenia przypuszcza polecenie stworzyć ogólną lekcję obowiązku wolne słuchaczki. <box>1450 732 1767 767</box>
article-text: Po podpisaniu protokułu poprzedniego zebrania, przystąpiono do wyczerpania porządku dziennego, przyczem postanowiono: zapomóc członka - współpracownika p. Macieja, jako buchaltera do złożenia wskazówek w jakim sposób zaprowadzić księgi kasowe; prowadzenie kasy powierzyć p. Stefanowi Hempel; na kontrolera funduszów kasy jednomyślnie zaproszono p. Faustyna Skibińskiego; p. Juljanowi Skibińskiemu, jako inicjatorowi Towarzystwa i jego założycielowi, za gorliwość i poświęcenie wyświadczane Towarzystwu, ofiarowano godność członka honorowego; zatwierdzono rozchody porzynione dotychczas przez Zarząd; postanowiono p. Stanisławowi Wierzbickiemu przesłać piśmienne podziękowanie za ofiarowany znak (szyld) dla kancelarji Towarzystwa; wyrazić publiczne podziękowanie p. Marcelemu Starzyńskiemu za bezinteresowne prowadzenie kancelarji Towarzystwa i ofiarowanie odnawianego stosownie do nowszy wynagrodzenia za tęż pracę; po rozpatrzeniu nie oków pisemnych pp. Skibińskiego i Romanowskiego, uznano za niezbędne odnieść się do właściwej władzy z prośbą, aby wydany był rozkaz zobowiązujący właścicieli wozów do numerowania ich; aby na placu u koń targowym przyjmującej do godziny 2 po południu obecnym był strażnik policyjny i aby farmani przewożący ciężkie towary, jak piasek, węgiel i t. p., byli obowiązani być okazywać frachty z oznaczeniem wagi przewożonego ładunku. <box>422 493 738 787</box>
author-signature: M. Piecek. <box>1383 1018 1435 1031</box>
article-heading-sub: (Poświęcenie kościoła.) <box>1170 449 1290 461</box>
